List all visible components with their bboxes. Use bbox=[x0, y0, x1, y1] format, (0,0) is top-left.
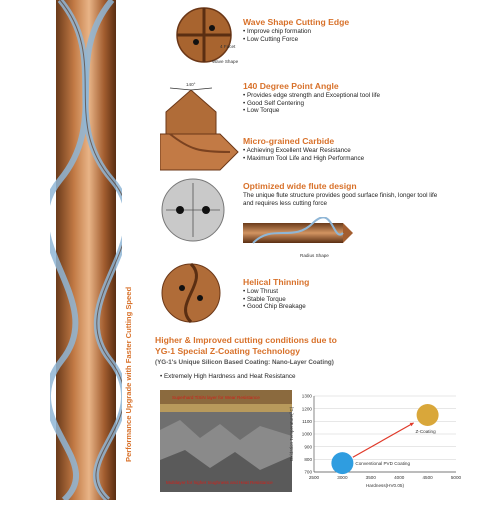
trend-arrow bbox=[353, 423, 414, 457]
wave-edge-image bbox=[175, 6, 236, 64]
data-point bbox=[417, 404, 439, 426]
callout-radius-shape: Radius Shape bbox=[300, 253, 329, 258]
coating-title-line1: Higher & Improved cutting conditions due to bbox=[155, 335, 337, 345]
bullet: • Good Self Centering bbox=[243, 100, 380, 108]
x-tick-label: 3000 bbox=[337, 475, 348, 480]
drill-image bbox=[50, 0, 122, 500]
feature-description: The unique flute structure provides good surface finish, longer tool life and requires less cutting force bbox=[243, 192, 438, 207]
bullet: • Achieving Excellent Wear Resistance bbox=[243, 147, 364, 155]
bullet: • Low Torque bbox=[243, 107, 380, 115]
flute-cross-section-image bbox=[160, 177, 226, 243]
chart bbox=[286, 390, 466, 500]
feature-title: Micro-grained Carbide bbox=[243, 136, 335, 146]
coating-title-line2: YG-1 Special Z-Coating Technology bbox=[155, 346, 300, 356]
data-point-label: Conventional PVD Coating bbox=[355, 461, 411, 467]
callout-4-facet: 4 Facet bbox=[220, 44, 236, 49]
bullet: • Low Cutting Force bbox=[243, 36, 311, 44]
feature-title: Helical Thinning bbox=[243, 277, 310, 287]
callout-wave-shape: Wave Shape bbox=[212, 59, 239, 64]
feature-bullets bbox=[243, 92, 380, 115]
feature-bullets bbox=[243, 147, 364, 162]
layer-top-label: Superhard TiSiN layer for Wear Resistance bbox=[172, 395, 260, 400]
x-axis-label: Hardness(HV0.05) bbox=[365, 483, 405, 488]
x-tick-label: 4500 bbox=[422, 475, 433, 480]
coating-subtitle: (YG-1's Unique Silicon Based Coating: Nano-Layer Coating) bbox=[155, 359, 334, 366]
feature-title: Optimized wide flute design bbox=[243, 181, 357, 191]
callout-140-degree: 140° bbox=[186, 82, 196, 87]
y-tick-label: 900 bbox=[304, 444, 312, 450]
feature-title: Wave Shape Cutting Edge bbox=[243, 17, 350, 27]
chart-svg bbox=[286, 390, 466, 500]
bullet: • Improve chip formation bbox=[243, 28, 311, 36]
data-point-label: Z-Coating bbox=[415, 429, 436, 434]
bullet: • Good Chip Breakage bbox=[243, 303, 306, 311]
data-point bbox=[331, 452, 353, 474]
feature-bullets bbox=[243, 288, 306, 311]
layer-bottom-label: Multilayer for higher toughness and Heat Resistance bbox=[166, 480, 273, 485]
coating-bullet: • Extremely High Hardness and Heat Resistance bbox=[160, 373, 296, 380]
x-tick-label: 4000 bbox=[394, 475, 405, 480]
x-tick-label: 3500 bbox=[365, 475, 376, 480]
coating-layer-photo bbox=[160, 390, 292, 492]
y-tick-label: 700 bbox=[304, 469, 312, 475]
y-axis-label: Oxidation Temperature(°C) bbox=[289, 406, 294, 462]
y-tick-label: 1200 bbox=[301, 406, 312, 412]
carbide-image bbox=[160, 130, 240, 174]
bullet: • Provides edge strength and Exceptional tool life bbox=[243, 92, 380, 100]
bullet: • Maximum Tool Life and High Performance bbox=[243, 155, 364, 163]
helical-thinning-image bbox=[160, 262, 222, 324]
y-tick-label: 1300 bbox=[301, 393, 312, 399]
side-caption: Performance Upgrade with Faster Cutting Speed bbox=[124, 286, 133, 462]
feature-title: 140 Degree Point Angle bbox=[243, 81, 339, 91]
bullet: • Stable Torque bbox=[243, 296, 306, 304]
y-tick-label: 1000 bbox=[301, 431, 312, 437]
coating-bullet-text: Extremely High Hardness and Heat Resistance bbox=[163, 373, 296, 380]
flute-side-image bbox=[243, 217, 353, 249]
x-tick-label: 2500 bbox=[308, 475, 320, 480]
y-tick-label: 1100 bbox=[302, 418, 312, 424]
y-tick-label: 800 bbox=[304, 456, 312, 462]
x-tick-label: 5000 bbox=[450, 475, 462, 480]
feature-bullets bbox=[243, 28, 311, 43]
bullet: • Low Thrust bbox=[243, 288, 306, 296]
